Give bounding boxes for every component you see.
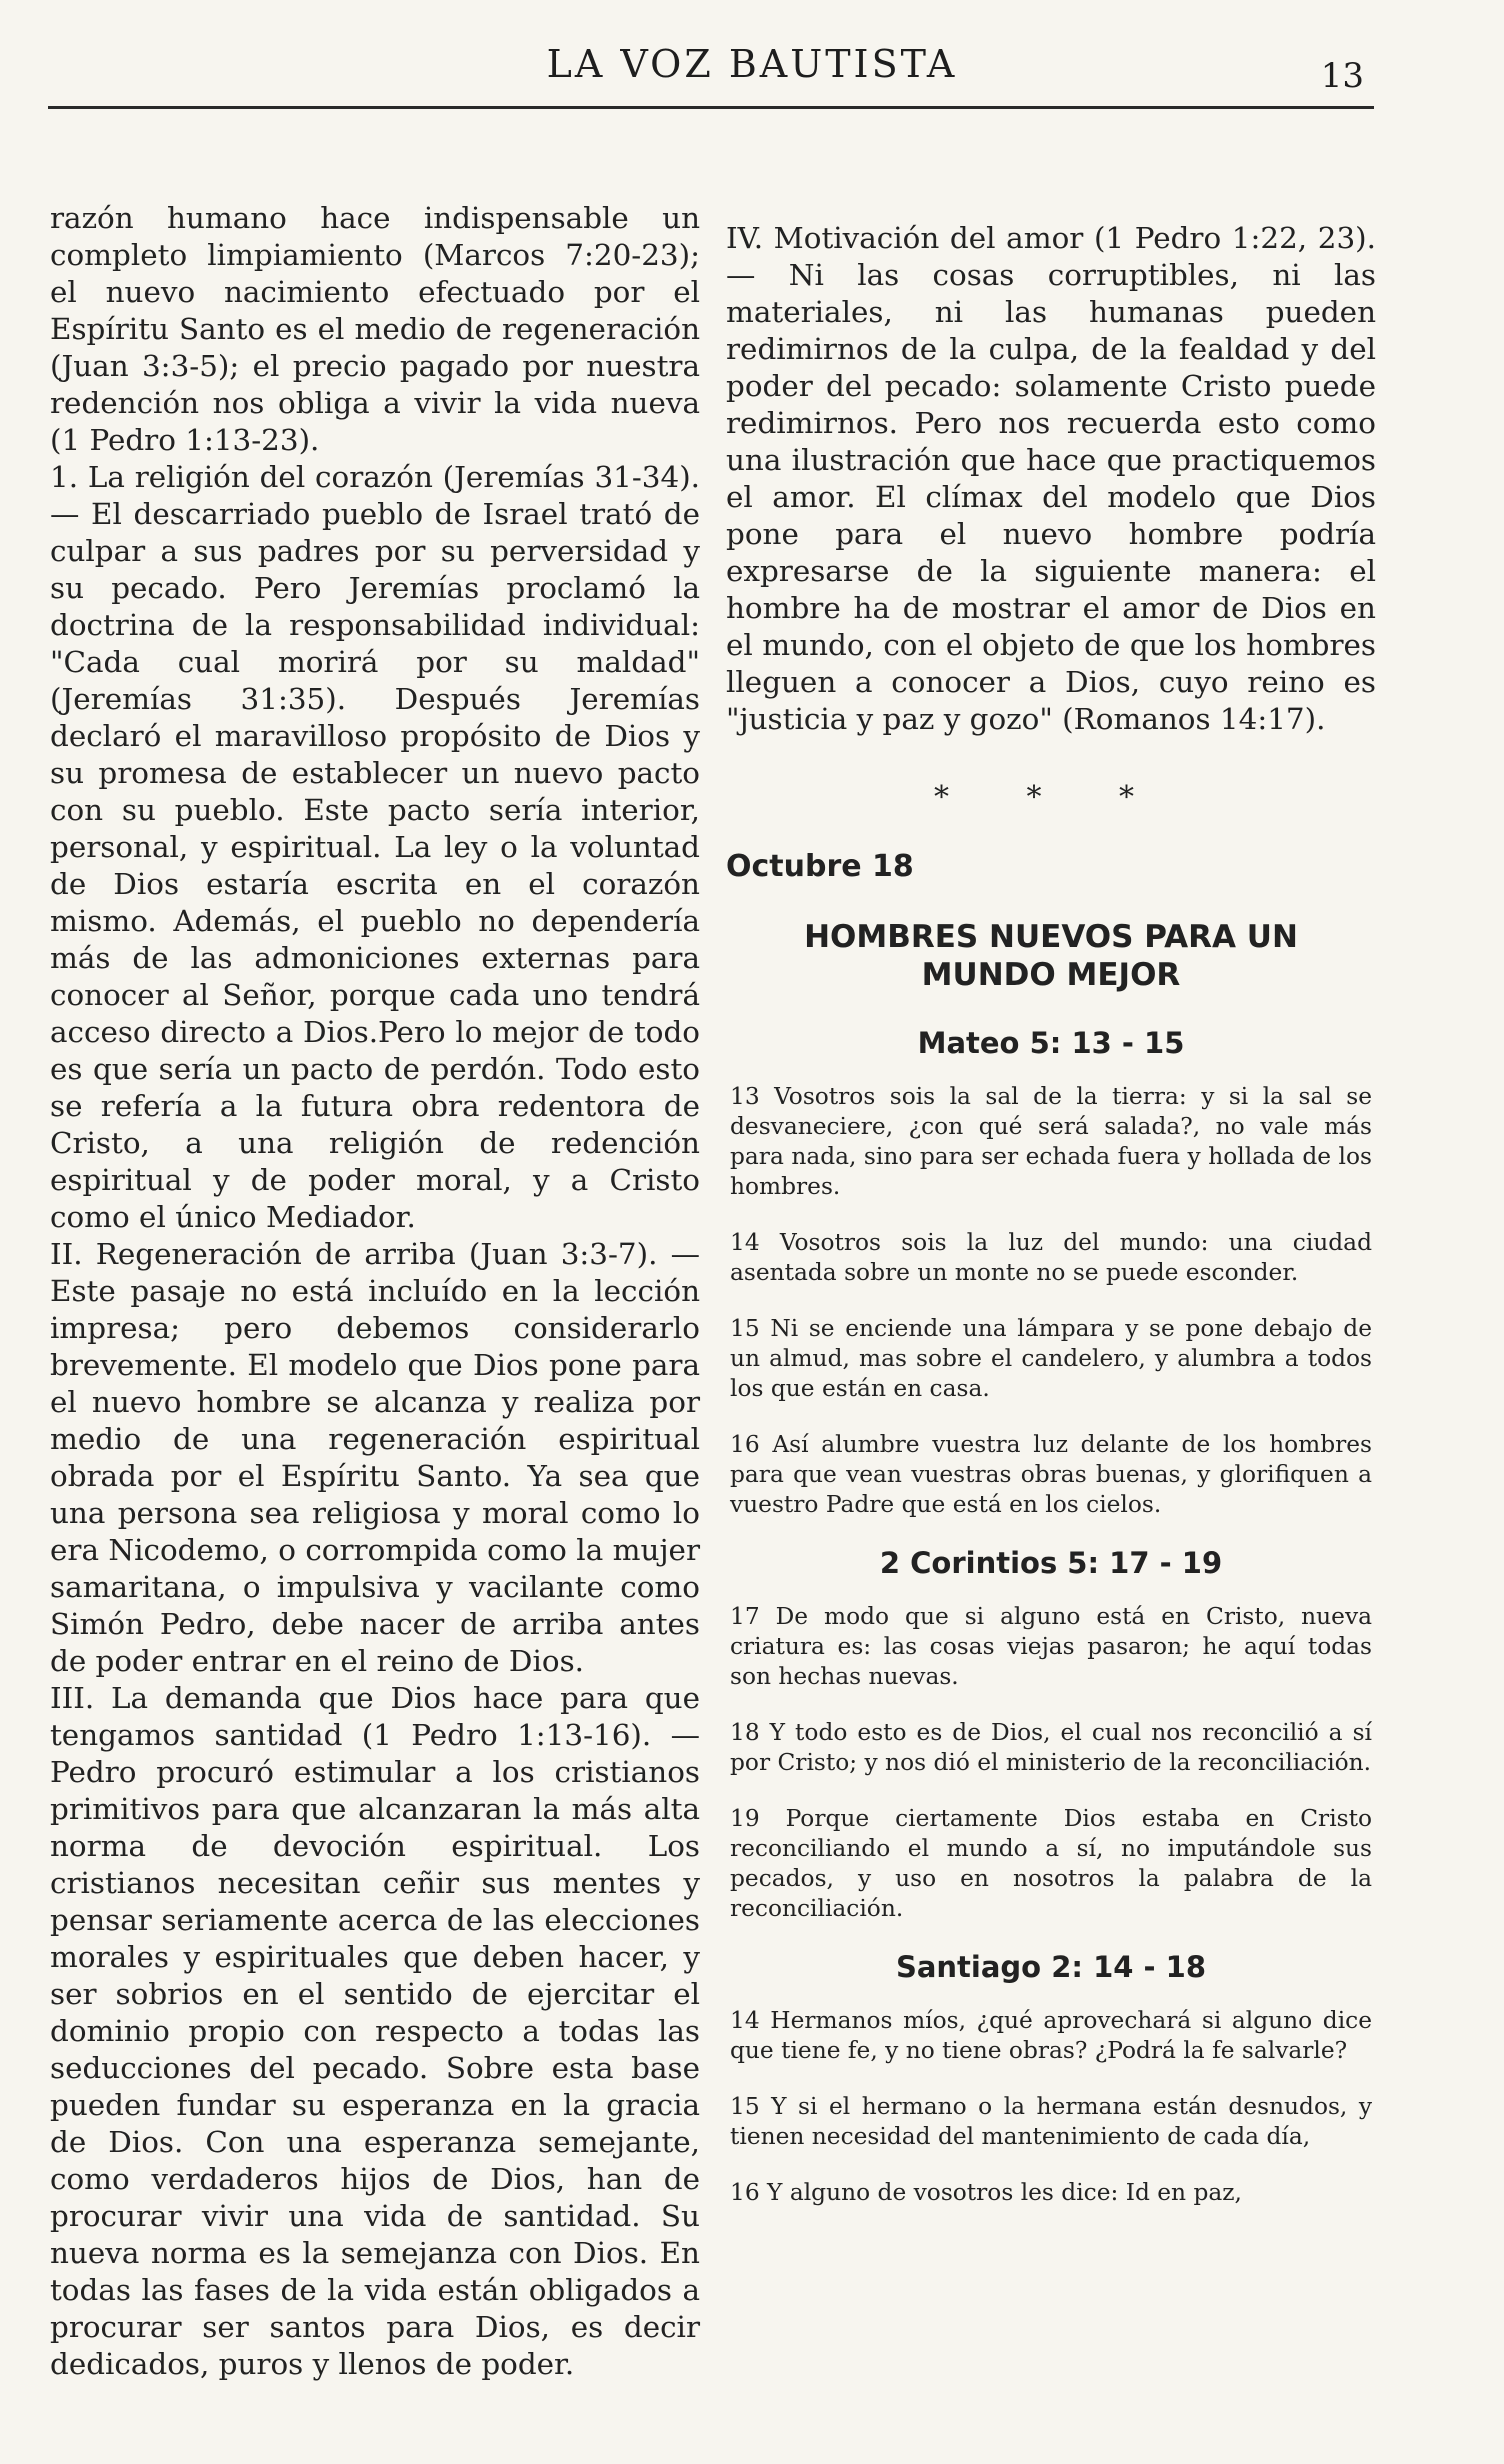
page-number: 13 [1320, 56, 1364, 96]
lesson-date: Octubre 18 [726, 849, 914, 884]
lesson-title: HOMBRES NUEVOS PARA UN MUNDO MEJOR [804, 919, 1298, 993]
body-paragraph: IV. Motivación del amor (1 Pedro 1:22, 23). — Ni las cosas corruptibles, ni las materiales, ni las humanas pueden redimirnos de la culpa, de la fealdad y del poder del pecado: solamente Cristo puede redimirnos. Pero nos recuerda esto como una ilustración que hace que practiquemos el amor. El clímax del modelo que Dios pone para el nuevo hombre podría expresarse de la siguiente manera: el hombre ha de mostrar el amor de Dios en el mundo, con el objeto de que los hombres lleguen a conocer a Dios, cuyo reino es "justicia y paz y gozo" (Romanos 14:17). [726, 221, 1376, 736]
verse: 14 Vosotros sois la luz del mundo: una ciudad asentada sobre un monte no se puede esconder. [730, 1229, 1372, 1286]
verse: 19 Porque ciertamente Dios estaba en Cristo reconciliando el mundo a sí, no imputándole sus pecados, y uso en nosotros la palabra de la reconciliación. [730, 1805, 1372, 1922]
verse: 15 Ni se enciende una lámpara y se pone debajo de un almud, mas sobre el candelero, y alumbra a todos los que están en casa. [730, 1315, 1372, 1402]
verse: 16 Y alguno de vosotros les dice: Id en paz, [730, 2179, 1242, 2206]
verse: 17 De modo que si alguno está en Cristo, nueva criatura es: las cosas viejas pasaron; he aquí todas son hechas nuevas. [730, 1603, 1372, 1690]
body-paragraph: III. La demanda que Dios hace para que tengamos santidad (1 Pedro 1:13-16). — Pedro procuró estimular a los cristianos primitivos para que alcanzaran la más alta norma de devoción espiritual. Los cristianos necesitan ceñir sus mentes y pensar seriamente acerca de las elecciones morales y espirituales que deben hacer, y ser sobrios en el sentido de ejercitar el dominio propio con respecto a todas las seducciones del pecado. Sobre esta base pueden fundar su esperanza en la gracia de Dios. Con una esperanza semejante, como verdaderos hijos de Dios, han de procurar vivir una vida de santidad. Su nueva norma es la semejanza con Dios. En todas las fases de la vida están obligados a procurar ser santos para Dios, es decir dedicados, puros y llenos de poder. [50, 1681, 700, 2381]
verse: 18 Y todo esto es de Dios, el cual nos reconcilió a sí por Cristo; y nos dió el ministerio de la reconciliación. [730, 1719, 1372, 1776]
scripture-reference: 2 Corintios 5: 17 - 19 [879, 1546, 1223, 1580]
body-paragraph: razón humano hace indispensable un completo limpiamiento (Marcos 7:20-23); el nuevo nacimiento efectuado por el Espíritu Santo es el medio de regeneración (Juan 3:3-5); el precio pagado por nuestra redención nos obliga a vivir la vida nueva (1 Pedro 1:13-23). [50, 201, 700, 457]
body-paragraph: II. Regeneración de arriba (Juan 3:3-7). — Este pasaje no está incluído en la lección impresa; pero debemos considerarlo brevemente. El modelo que Dios pone para el nuevo hombre se alcanza y realiza por medio de una regeneración espiritual obrada por el Espíritu Santo. Ya sea que una persona sea religiosa y moral como lo era Nicodemo, o corrompida como la mujer samaritana, o impulsiva y vacilante como Simón Pedro, debe nacer de arriba antes de poder entrar en el reino de Dios. [50, 1237, 700, 1678]
scripture-section [726, 1026, 1376, 1520]
running-header-title: LA VOZ BAUTISTA [546, 42, 958, 86]
left-column [50, 200, 700, 2383]
scripture-section [726, 1950, 1376, 2208]
verse: 14 Hermanos míos, ¿qué aprovechará si alguno dice que tiene fe, y no tiene obras? ¿Podrá la fe salvarle? [730, 2007, 1372, 2064]
scripture-reference: Mateo 5: 13 - 15 [917, 1026, 1185, 1060]
section-separator: * * * [933, 780, 1169, 815]
right-column [726, 220, 1376, 2234]
verse: 16 Así alumbre vuestra luz delante de los hombres para que vean vuestras obras buenas, y glorifiquen a vuestro Padre que está en los cielos. [730, 1431, 1372, 1518]
scripture-section [726, 1546, 1376, 1924]
verse: 15 Y si el hermano o la hermana están desnudos, y tienen necesidad del mantenimiento de cada día, [730, 2093, 1372, 2150]
header-rule [48, 106, 1374, 109]
verse: 13 Vosotros sois la sal de la tierra: y si la sal se desvaneciere, ¿con qué será salada?, no vale más para nada, sino para ser echada fuera y hollada de los hombres. [730, 1083, 1372, 1200]
scripture-reference: Santiago 2: 14 - 18 [895, 1950, 1207, 1984]
body-paragraph: 1. La religión del corazón (Jeremías 31-34). — El descarriado pueblo de Israel trató de culpar a sus padres por su perversidad y su pecado. Pero Jeremías proclamó la doctrina de la responsabilidad individual: "Cada cual morirá por su maldad" (Jeremías 31:35). Después Jeremías declaró el maravilloso propósito de Dios y su promesa de establecer un nuevo pacto con su pueblo. Este pacto sería interior, personal, y espiritual. La ley o la voluntad de Dios estaría escrita en el corazón mismo. Además, el pueblo no dependería más de las admoniciones externas para conocer al Señor, porque cada uno tendrá acceso directo a Dios.Pero lo mejor de todo es que sería un pacto de perdón. Todo esto se refería a la futura obra redentora de Cristo, a una religión de redención espiritual y de poder moral, y a Cristo como el único Mediador. [50, 460, 700, 1234]
